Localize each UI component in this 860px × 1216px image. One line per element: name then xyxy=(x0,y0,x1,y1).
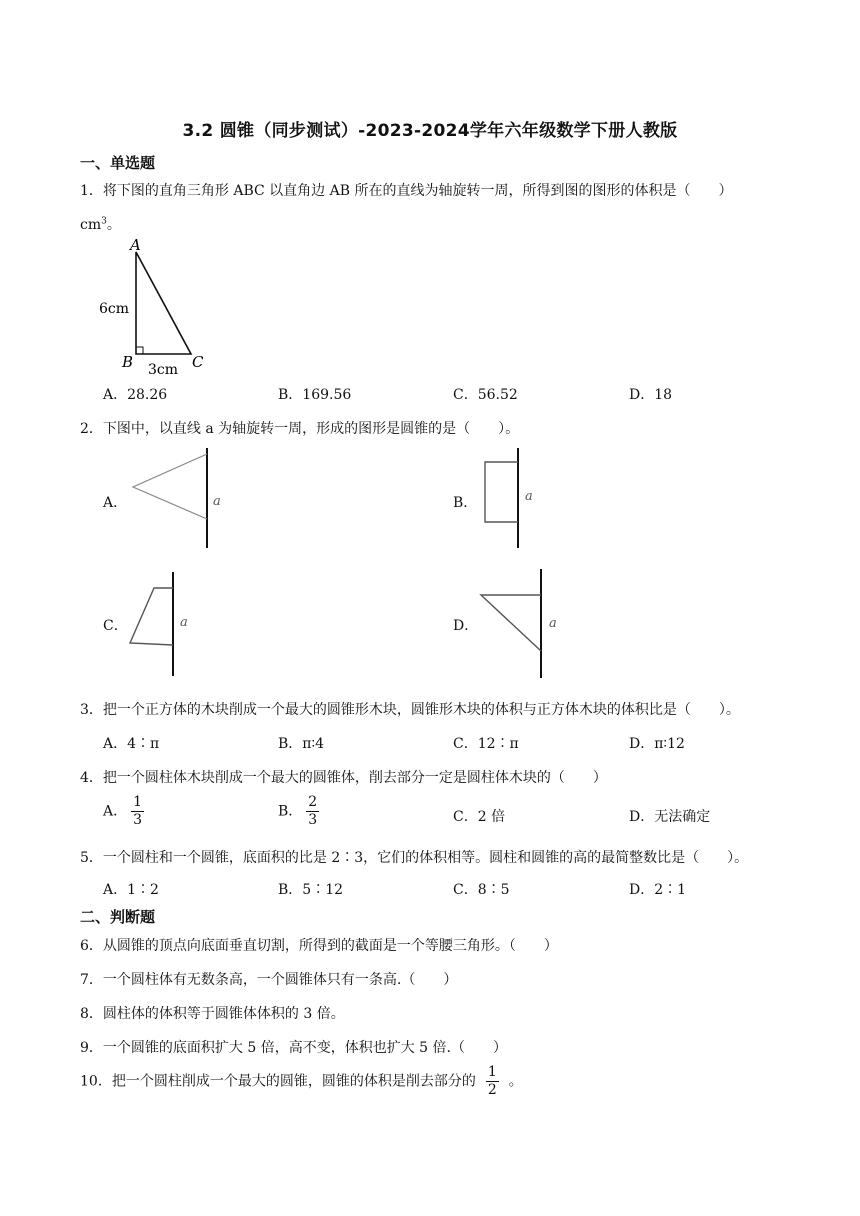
q2-option-b[interactable]: B． xyxy=(453,495,478,511)
q5-option-d[interactable]: D．2∶1 xyxy=(629,882,687,898)
question-3-text: 3．把一个正方体的木块削成一个最大的圆锥形木块，圆锥形木块的体积与正方体木块的体积比是（ ）。 xyxy=(80,702,740,718)
q2-figure-d-right-triangle xyxy=(475,565,565,680)
q2-option-d[interactable]: D． xyxy=(453,618,479,634)
q4-option-b[interactable]: B． $\frac{2}{3}$ xyxy=(278,794,318,828)
question-10-text: 10．把一个圆柱削成一个最大的圆锥，圆锥的体积是削去部分的 $\frac{1}{2}$ 。 xyxy=(80,1064,523,1098)
vertex-c-label: C xyxy=(192,353,204,371)
section-heading-true-false: 二、判断题 xyxy=(80,908,156,926)
triangle-abc-figure xyxy=(96,236,216,378)
q1-option-a[interactable]: A．28.26 xyxy=(103,387,168,403)
q3-option-b[interactable]: B．π∶4 xyxy=(278,736,325,752)
q4-option-d[interactable]: D．无法确定 xyxy=(629,809,711,825)
question-9-text: 9．一个圆锥的底面积扩大 5 倍，高不变，体积也扩大 5 倍.（ ） xyxy=(80,1040,507,1056)
svg-text:a: a xyxy=(180,615,188,630)
section-heading-single-choice: 一、单选题 xyxy=(80,154,156,172)
question-8-text: 8．圆柱体的体积等于圆锥体体积的 3 倍。 xyxy=(80,1006,345,1022)
question-1-unit: $cm^3$。 xyxy=(80,216,121,233)
fraction-one-third: $\frac{1}{3}$ xyxy=(133,794,143,828)
vertex-a-label: A xyxy=(130,236,141,254)
svg-text:a: a xyxy=(213,494,221,509)
base-label: 3cm xyxy=(148,362,179,378)
q5-option-a[interactable]: A．1∶2 xyxy=(103,882,159,898)
q2-figure-c-trapezoid xyxy=(125,568,205,680)
q5-option-c[interactable]: C．8∶5 xyxy=(453,882,510,898)
question-1-text: 1．将下图的直角三角形 ABC 以直角边 AB 所在的直线为轴旋转一周，所得到图的图形的体积是（ ） xyxy=(80,183,733,199)
vertex-b-label: B xyxy=(122,353,134,371)
q3-option-a[interactable]: A．4∶π xyxy=(103,736,160,752)
q5-option-b[interactable]: B．5∶12 xyxy=(278,882,344,898)
q1-option-b[interactable]: B．169.56 xyxy=(278,387,352,403)
question-4-text: 4．把一个圆柱体木块削成一个最大的圆锥体，削去部分一定是圆柱体木块的（ ） xyxy=(80,770,607,786)
fraction-two-thirds: $\frac{2}{3}$ xyxy=(308,794,318,828)
question-6-text: 6．从圆锥的顶点向底面垂直切割，所得到的截面是一个等腰三角形。（ ） xyxy=(80,938,558,954)
q2-figure-a-triangle xyxy=(125,445,235,555)
q3-option-d[interactable]: D．π∶12 xyxy=(629,736,685,752)
fraction-one-half: $\frac{1}{2}$ xyxy=(487,1064,497,1098)
svg-text:a: a xyxy=(549,616,557,631)
q1-option-c[interactable]: C．56.52 xyxy=(453,387,518,403)
height-label: 6cm xyxy=(99,301,130,317)
question-2-text: 2．下图中，以直线 a 为轴旋转一周，形成的图形是圆锥的是（ ）。 xyxy=(80,421,520,437)
question-5-text: 5．一个圆柱和一个圆锥，底面积的比是 2∶3，它们的体积相等。圆柱和圆锥的高的最简整数比是（ ）。 xyxy=(80,850,749,866)
question-7-text: 7．一个圆柱体有无数条高，一个圆锥体只有一条高.（ ） xyxy=(80,972,458,988)
svg-text:a: a xyxy=(525,489,533,504)
q1-option-d[interactable]: D．18 xyxy=(629,387,673,403)
q3-option-c[interactable]: C．12∶π xyxy=(453,736,519,752)
q4-option-c[interactable]: C．2 倍 xyxy=(453,809,506,825)
q4-option-a[interactable]: A． $\frac{1}{3}$ xyxy=(103,794,143,828)
page-title: 3.2 圆锥（同步测试）-2023-2024学年六年级数学下册人教版 xyxy=(182,121,678,141)
q2-option-c[interactable]: C． xyxy=(103,618,128,634)
q2-figure-b-rectangle xyxy=(475,445,555,555)
q2-option-a[interactable]: A． xyxy=(103,495,128,511)
